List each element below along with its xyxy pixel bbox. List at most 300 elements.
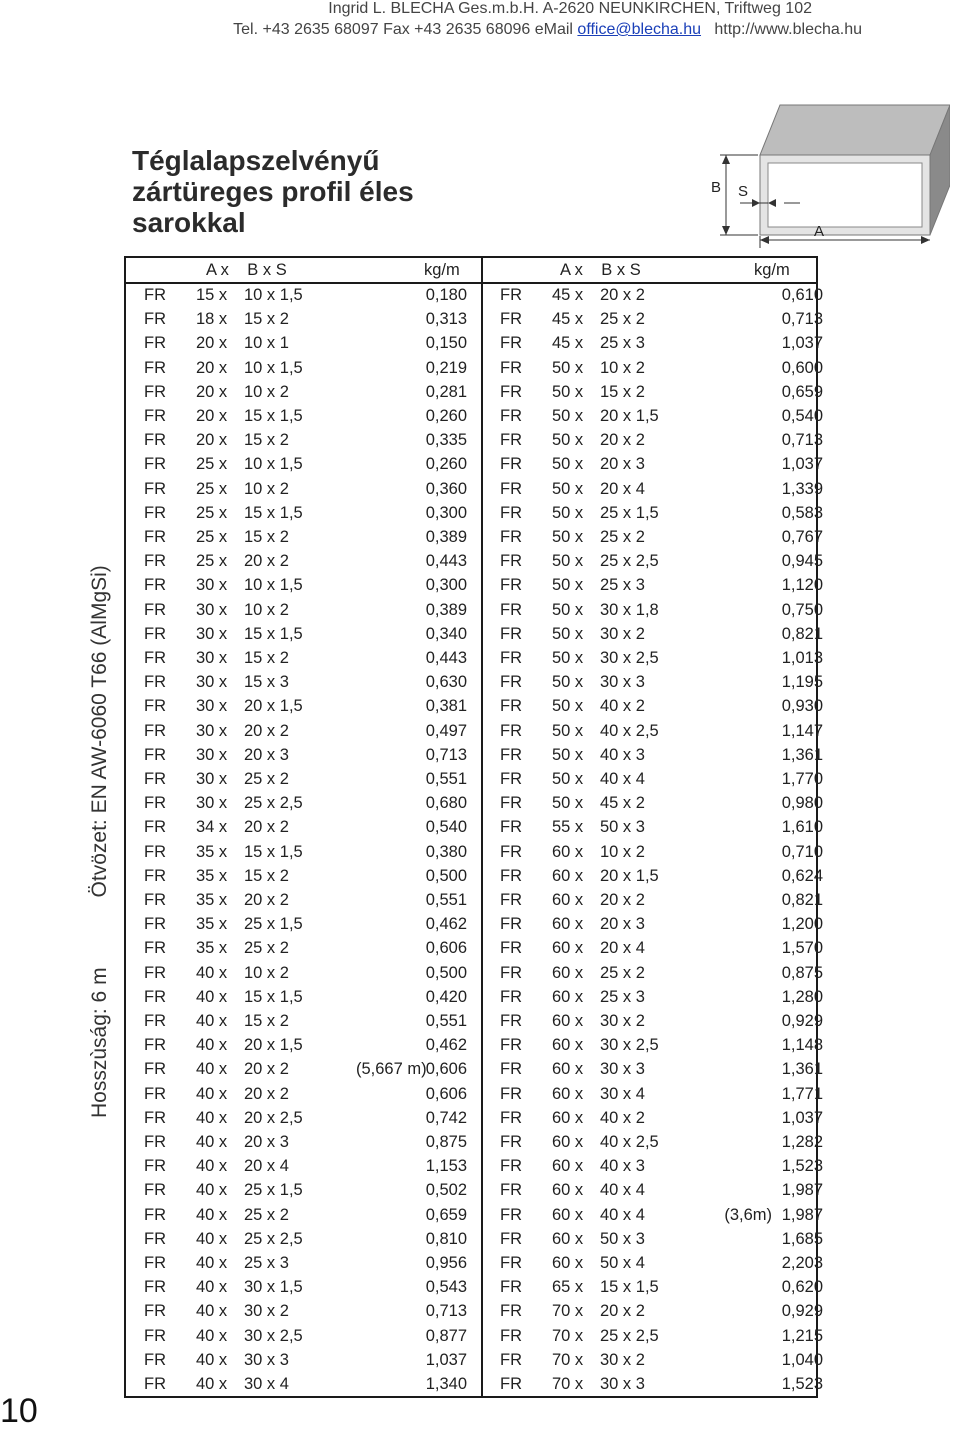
profile-code: FR — [500, 600, 522, 619]
table-row — [482, 477, 832, 501]
dim-b-s: 15 x 1,5 — [244, 842, 303, 861]
page-number: 10 — [0, 1392, 38, 1430]
profile-table — [124, 256, 823, 1398]
table-row — [126, 1372, 476, 1396]
profile-code: FR — [500, 479, 522, 498]
profile-code: FR — [144, 794, 166, 813]
dim-a: 25 x — [196, 528, 228, 546]
profile-code: FR — [144, 649, 166, 667]
weight: 0,540 — [781, 407, 823, 425]
weight: 1,200 — [781, 915, 823, 934]
weight: 0,335 — [425, 431, 467, 450]
profile-code: FR — [144, 1229, 166, 1248]
weight: 0,551 — [425, 770, 467, 788]
weight: 0,713 — [781, 310, 823, 329]
dim-b-s: 15 x 2 — [244, 866, 289, 885]
weight: 0,389 — [425, 528, 467, 546]
profile-code: FR — [500, 286, 522, 304]
dim-b-s: 20 x 1,5 — [600, 866, 659, 885]
profile-code: FR — [500, 649, 522, 667]
dim-b-s: 30 x 1,8 — [600, 600, 659, 619]
weight: 0,620 — [781, 1278, 823, 1297]
dim-b-s: 15 x 1,5 — [600, 1278, 659, 1297]
profile-code: FR — [500, 794, 522, 813]
table-row — [126, 1299, 476, 1323]
dim-b-s: 20 x 2 — [600, 431, 645, 450]
table-row — [126, 743, 476, 767]
dim-b-s: 20 x 2,5 — [244, 1108, 303, 1127]
dim-b-s: 10 x 2 — [244, 382, 289, 401]
weight: 0,313 — [425, 310, 467, 329]
dim-a: 45 x — [552, 334, 584, 353]
profile-code: FR — [500, 1060, 522, 1079]
weight: 0,742 — [425, 1108, 467, 1127]
table-row — [126, 985, 476, 1009]
weight: 0,500 — [425, 866, 467, 885]
weight: 0,180 — [425, 286, 467, 304]
table-row — [482, 1178, 832, 1202]
profile-code: FR — [144, 1254, 166, 1272]
dim-label-s: S — [738, 183, 749, 200]
dim-a: 45 x — [552, 310, 584, 329]
dim-b-s: 10 x 1,5 — [244, 455, 303, 474]
table-row — [482, 598, 832, 622]
table-row — [126, 1106, 476, 1130]
profile-code: FR — [500, 1157, 522, 1176]
table-row — [482, 694, 832, 718]
contact-line — [0, 21, 960, 39]
profile-code: FR — [144, 334, 166, 353]
dim-a: 20 x — [196, 407, 228, 425]
profile-code: FR — [500, 939, 522, 958]
dim-b-s: 20 x 2 — [600, 286, 645, 304]
profile-code: FR — [144, 600, 166, 619]
dim-a: 30 x — [196, 794, 228, 813]
profile-code: FR — [144, 310, 166, 329]
dim-a: 60 x — [552, 1254, 584, 1272]
table-row — [126, 1203, 476, 1227]
dim-b-s: 30 x 3 — [600, 673, 645, 692]
dim-b-s: 20 x 2 — [244, 1060, 289, 1079]
dim-b-s: 40 x 3 — [600, 745, 645, 764]
profile-code: FR — [144, 552, 166, 571]
dim-a: 30 x — [196, 624, 228, 643]
table-row — [126, 283, 476, 307]
table-row — [482, 840, 832, 864]
dim-b-s: 20 x 4 — [600, 939, 645, 958]
table-row — [126, 1009, 476, 1033]
dim-b-s: 40 x 2 — [600, 1108, 645, 1127]
table-row — [126, 1251, 476, 1275]
dim-a: 60 x — [552, 1084, 584, 1103]
profile-code: FR — [144, 939, 166, 958]
dim-b-s: 25 x 3 — [600, 576, 645, 595]
dim-a: 70 x — [552, 1350, 584, 1369]
dim-a: 40 x — [196, 987, 228, 1006]
dim-a: 40 x — [196, 963, 228, 982]
weight: 1,361 — [781, 1060, 823, 1079]
page-title: Téglalapszelvényű zártüreges profil éles sarokkal — [132, 145, 414, 238]
table-row — [126, 1082, 476, 1106]
dim-a: 60 x — [552, 1205, 584, 1224]
table-row — [482, 961, 832, 985]
dim-b-s: 20 x 1,5 — [600, 407, 659, 425]
table-row — [126, 356, 476, 380]
dim-a: 50 x — [552, 358, 584, 377]
dim-a: 70 x — [552, 1302, 584, 1321]
phone-fax-text: Tel. +43 2635 68097 Fax +43 2635 68096 eMail — [233, 21, 578, 38]
profile-code: FR — [500, 503, 522, 522]
dim-a: 40 x — [196, 1326, 228, 1345]
table-row — [482, 525, 832, 549]
weight: 0,606 — [425, 1084, 467, 1103]
weight: 1,570 — [781, 939, 823, 958]
table-row — [126, 380, 476, 404]
profile-code: FR — [144, 479, 166, 498]
profile-code: FR — [500, 1205, 522, 1224]
dim-b-s: 30 x 3 — [600, 1375, 645, 1393]
dim-b-s: 25 x 1,5 — [600, 503, 659, 522]
weight: 0,877 — [425, 1326, 467, 1345]
dim-b-s: 25 x 3 — [244, 1254, 289, 1272]
dim-b-s: 10 x 1,5 — [244, 358, 303, 377]
dim-a: 50 x — [552, 455, 584, 474]
profile-code: FR — [144, 1326, 166, 1345]
table-row — [126, 888, 476, 912]
profile-code: FR — [144, 818, 166, 837]
dim-a: 35 x — [196, 866, 228, 885]
profile-code: FR — [144, 503, 166, 522]
weight: 0,956 — [425, 1254, 467, 1272]
dim-a: 50 x — [552, 697, 584, 716]
table-row — [126, 404, 476, 428]
profile-code: FR — [144, 286, 166, 304]
table-row — [126, 1154, 476, 1178]
dim-a: 50 x — [552, 770, 584, 788]
dim-b-s: 25 x 2,5 — [600, 552, 659, 571]
dim-a: 50 x — [552, 528, 584, 546]
table-row — [126, 501, 476, 525]
profile-code: FR — [500, 770, 522, 788]
dim-a: 40 x — [196, 1060, 228, 1079]
dim-a: 50 x — [552, 479, 584, 498]
email-link[interactable]: office@blecha.hu — [577, 21, 702, 38]
profile-code: FR — [500, 1326, 522, 1345]
profile-code: FR — [500, 721, 522, 740]
weight: 0,219 — [425, 358, 467, 377]
dim-a: 30 x — [196, 649, 228, 667]
dim-a: 20 x — [196, 431, 228, 450]
table-row — [126, 1348, 476, 1372]
dim-b-s: 20 x 2 — [244, 818, 289, 837]
dim-b-s: 20 x 2 — [600, 1302, 645, 1321]
table-row — [482, 1057, 832, 1081]
table-row — [482, 985, 832, 1009]
weight: 0,710 — [781, 842, 823, 861]
dim-a: 65 x — [552, 1278, 584, 1297]
dim-b-s: 30 x 2 — [600, 624, 645, 643]
profile-top-face — [760, 105, 950, 155]
table-row — [126, 573, 476, 597]
profile-code: FR — [144, 1157, 166, 1176]
profile-code: FR — [500, 1350, 522, 1369]
dim-a: 50 x — [552, 600, 584, 619]
dim-b-s: 10 x 2 — [244, 963, 289, 982]
profile-code: FR — [144, 1084, 166, 1103]
dim-a: 40 x — [196, 1084, 228, 1103]
dim-a: 40 x — [196, 1350, 228, 1369]
dim-b-s: 20 x 3 — [244, 745, 289, 764]
weight: 1,153 — [425, 1157, 467, 1176]
dim-a: 20 x — [196, 358, 228, 377]
weight: 0,260 — [425, 407, 467, 425]
profile-code: FR — [500, 1229, 522, 1248]
table-row — [482, 646, 832, 670]
profile-code: FR — [144, 1133, 166, 1151]
profile-code: FR — [500, 1181, 522, 1200]
table-row — [482, 719, 832, 743]
dim-b-s: 40 x 2,5 — [600, 1133, 659, 1151]
profile-code: FR — [500, 842, 522, 861]
weight: 1,771 — [781, 1084, 823, 1103]
dim-b-s: 20 x 2 — [244, 891, 289, 909]
dim-a: 60 x — [552, 1036, 584, 1055]
table-row — [482, 864, 832, 888]
dim-a: 40 x — [196, 1108, 228, 1127]
dim-b-s: 10 x 1,5 — [244, 286, 303, 304]
weight: 0,500 — [425, 963, 467, 982]
dim-b-s: 30 x 2,5 — [244, 1326, 303, 1345]
weight: 1,037 — [781, 455, 823, 474]
dim-b-s: 10 x 2 — [244, 600, 289, 619]
weight: 0,821 — [781, 624, 823, 643]
table-row — [126, 549, 476, 573]
dim-b-s: 25 x 2 — [600, 528, 645, 546]
profile-code: FR — [500, 310, 522, 329]
dim-b-s: 15 x 2 — [600, 382, 645, 401]
profile-code: FR — [144, 1036, 166, 1055]
company-address: Ingrid L. BLECHA Ges.m.b.H. A-2620 NEUNKIRCHEN, Triftweg 102 — [328, 0, 812, 17]
weight: 0,929 — [781, 1012, 823, 1030]
profile-code: FR — [500, 1254, 522, 1272]
dim-a: 35 x — [196, 939, 228, 958]
table-row — [482, 1106, 832, 1130]
weight: 0,462 — [425, 1036, 467, 1055]
table-row — [126, 452, 476, 476]
dim-b-s: 15 x 1,5 — [244, 407, 303, 425]
dim-a: 30 x — [196, 745, 228, 764]
dim-b-s: 15 x 2 — [244, 528, 289, 546]
table-row — [126, 525, 476, 549]
table-row — [482, 1130, 832, 1154]
website-text[interactable]: http://www.blecha.hu — [714, 21, 862, 38]
dim-a: 50 x — [552, 673, 584, 692]
dim-a: 25 x — [196, 552, 228, 571]
weight: 0,462 — [425, 915, 467, 934]
table-row — [126, 767, 476, 791]
table-row — [482, 1009, 832, 1033]
profile-code: FR — [144, 866, 166, 885]
profile-code: FR — [500, 745, 522, 764]
dim-b-s: 40 x 4 — [600, 1181, 645, 1200]
dim-b-s: 30 x 2,5 — [600, 1036, 659, 1055]
table-row — [482, 307, 832, 331]
dim-a: 60 x — [552, 1133, 584, 1151]
table-row — [126, 840, 476, 864]
profile-code: FR — [144, 1012, 166, 1030]
dim-a: 30 x — [196, 721, 228, 740]
profile-code: FR — [500, 1133, 522, 1151]
dim-a: 60 x — [552, 963, 584, 982]
side-label — [88, 565, 112, 1118]
dim-b-s: 20 x 3 — [600, 915, 645, 934]
profile-code: FR — [144, 576, 166, 595]
weight: 1,040 — [781, 1350, 823, 1369]
dim-a: 60 x — [552, 1181, 584, 1200]
table-row — [126, 864, 476, 888]
table-row — [482, 501, 832, 525]
dim-b-s: 25 x 2 — [244, 939, 289, 958]
weight: 0,680 — [425, 794, 467, 813]
table-row — [482, 1372, 832, 1396]
profile-code: FR — [500, 552, 522, 571]
weight: 0,624 — [781, 866, 823, 885]
note: (3,6m) — [724, 1205, 772, 1224]
profile-code: FR — [500, 1375, 522, 1393]
weight: 0,583 — [781, 503, 823, 522]
weight: 0,502 — [425, 1181, 467, 1200]
table-row — [126, 477, 476, 501]
profile-code: FR — [500, 818, 522, 837]
weight: 0,980 — [781, 794, 823, 813]
profile-code: FR — [500, 1108, 522, 1127]
dim-b-s: 25 x 3 — [600, 987, 645, 1006]
table-row — [126, 936, 476, 960]
dim-a: 60 x — [552, 1229, 584, 1248]
profile-code: FR — [144, 624, 166, 643]
weight: 0,600 — [781, 358, 823, 377]
profile-code: FR — [500, 1084, 522, 1103]
table-row — [482, 1251, 832, 1275]
profile-code: FR — [500, 915, 522, 934]
dim-a: 60 x — [552, 1060, 584, 1079]
table-row — [126, 791, 476, 815]
dim-a: 60 x — [552, 987, 584, 1006]
weight: 0,281 — [425, 382, 467, 401]
dim-b-s: 10 x 2 — [600, 358, 645, 377]
weight: 0,360 — [425, 479, 467, 498]
header-dims-right: A x B x S — [560, 261, 641, 279]
profile-code: FR — [144, 915, 166, 934]
table-row — [126, 719, 476, 743]
weight: 0,300 — [425, 576, 467, 595]
profile-code: FR — [144, 721, 166, 740]
table-row — [482, 380, 832, 404]
dim-b-s: 10 x 2 — [600, 842, 645, 861]
table-row — [482, 1324, 832, 1348]
header-weight-right: kg/m — [754, 261, 790, 279]
weight: 1,147 — [781, 721, 823, 740]
table-row — [482, 1203, 832, 1227]
weight: 1,013 — [781, 649, 823, 667]
weight: 1,280 — [781, 987, 823, 1006]
profile-code: FR — [144, 1060, 166, 1079]
weight: 1,037 — [425, 1350, 467, 1369]
profile-code: FR — [144, 407, 166, 425]
profile-code: FR — [500, 1036, 522, 1055]
dim-b-s: 40 x 4 — [600, 770, 645, 788]
profile-code: FR — [500, 1278, 522, 1297]
profile-code: FR — [500, 358, 522, 377]
dim-a: 30 x — [196, 697, 228, 716]
weight: 0,875 — [781, 963, 823, 982]
dim-a: 40 x — [196, 1133, 228, 1151]
weight: 0,713 — [425, 1302, 467, 1321]
dim-a: 50 x — [552, 794, 584, 813]
dim-a: 40 x — [196, 1012, 228, 1030]
profile-code: FR — [144, 963, 166, 982]
dim-label-a: A — [814, 223, 825, 240]
dim-b-s: 15 x 1,5 — [244, 624, 303, 643]
profile-code: FR — [500, 866, 522, 885]
dim-a: 40 x — [196, 1157, 228, 1176]
weight: 1,339 — [781, 479, 823, 498]
dim-b-s: 50 x 4 — [600, 1254, 645, 1272]
weight: 0,630 — [425, 673, 467, 692]
profile-code: FR — [144, 987, 166, 1006]
dim-b-s: 25 x 3 — [600, 334, 645, 353]
dim-b-s: 10 x 1 — [244, 334, 289, 353]
profile-code: FR — [144, 1350, 166, 1369]
table-row — [126, 598, 476, 622]
table-row — [126, 1227, 476, 1251]
profile-code: FR — [500, 697, 522, 716]
profile-code: FR — [500, 334, 522, 353]
profile-code: FR — [144, 770, 166, 788]
profile-code: FR — [144, 842, 166, 861]
weight: 0,551 — [425, 1012, 467, 1030]
weight: 1,037 — [781, 1108, 823, 1127]
table-row — [126, 912, 476, 936]
profile-code: FR — [500, 1012, 522, 1030]
table-row — [126, 331, 476, 355]
weight: 1,037 — [781, 334, 823, 353]
table-row — [482, 1082, 832, 1106]
table-row — [126, 428, 476, 452]
dim-b-s: 30 x 3 — [244, 1350, 289, 1369]
profile-code: FR — [500, 891, 522, 909]
weight: 0,606 — [425, 939, 467, 958]
dim-b-s: 20 x 3 — [600, 455, 645, 474]
dim-b-s: 15 x 3 — [244, 673, 289, 692]
profile-code: FR — [144, 455, 166, 474]
dim-a: 50 x — [552, 745, 584, 764]
weight: 0,810 — [425, 1229, 467, 1248]
table-row — [126, 622, 476, 646]
dim-b-s: 15 x 2 — [244, 1012, 289, 1030]
weight: 1,120 — [781, 576, 823, 595]
dim-a: 50 x — [552, 721, 584, 740]
table-row — [126, 1057, 476, 1081]
profile-code: FR — [144, 673, 166, 692]
profile-code: FR — [144, 1278, 166, 1297]
header-weight-left: kg/m — [424, 261, 460, 279]
dim-b-s: 40 x 2 — [600, 697, 645, 716]
dim-b-s: 50 x 3 — [600, 1229, 645, 1248]
dim-b-s: 20 x 4 — [244, 1157, 289, 1176]
profile-code: FR — [144, 431, 166, 450]
weight: 1,282 — [781, 1133, 823, 1151]
